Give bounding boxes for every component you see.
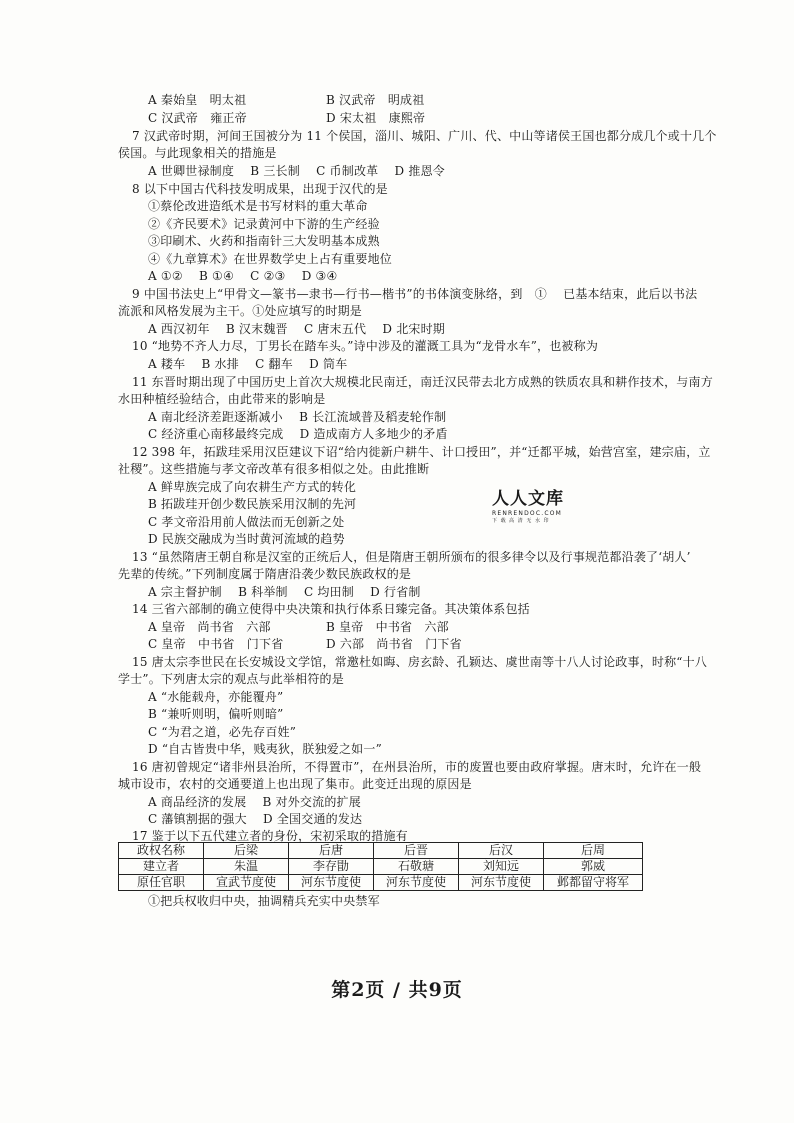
- text-line: 社稷”。这些措施与孝文帝改革有很多相似之处。由此推断: [118, 462, 430, 476]
- page-number-footer: 第2页 / 共9页: [331, 979, 463, 1001]
- text-line: B 皇帝 中书省 六部: [326, 620, 449, 634]
- table-cell: 刘知远: [459, 859, 544, 875]
- text-line: B 拓跋珪开创少数民族采用汉制的先河: [148, 497, 357, 511]
- text-line: A ①② B ①④ C ②③ D ③④: [148, 269, 338, 283]
- measure-item-1: ①把兵权收归中央，抽调精兵充实中央禁军: [148, 894, 380, 908]
- text-line: 16 唐初曾规定“诸非州县治所，不得置市”，在州县治所，市的废置也要由政府掌握。唐末时，允许在一般: [132, 760, 702, 774]
- text-line: B “兼听则明，偏听则暗”: [148, 707, 284, 721]
- table-cell: 宣武节度使: [204, 875, 289, 891]
- text-line: 10 “地势不齐人力尽，丁男长在踏车头。”诗中涉及的灌溉工具为“龙骨水车”，也被称为: [132, 339, 599, 353]
- table-cell: 后晋: [374, 843, 459, 859]
- table-cell: 河东节度使: [374, 875, 459, 891]
- text-line: A 西汉初年 B 汉末魏晋 C 唐末五代 D 北宋时期: [148, 322, 445, 336]
- text-line: C 藩镇割据的强大 D 全国交通的发达: [148, 812, 363, 826]
- text-line: 12 398 年，拓跋珪采用汉臣建议下诏“给内徙新户耕牛、计口授田”，并“迁都平城，始营宫室，建宗庙，立: [132, 445, 711, 459]
- text-line: ②《齐民要术》记录黄河中下游的生产经验: [148, 217, 380, 231]
- watermark-domain: RENRENDOC.COM: [492, 510, 563, 517]
- table-row: [119, 859, 643, 875]
- watermark-tagline: 下 载 高 清 无 水 印: [492, 518, 550, 524]
- text-line: 先辈的传统。”下列制度属于隋唐沿袭少数民族政权的是: [118, 567, 412, 581]
- table-cell: 石敬瑭: [374, 859, 459, 875]
- text-line: A 世卿世禄制度 B 三长制 C 币制改革 D 推恩令: [148, 164, 445, 178]
- table-row: [119, 875, 643, 891]
- watermark-logo: [492, 484, 592, 524]
- text-line: 水田种植经验结合，由此带来的影响是: [118, 392, 326, 406]
- table-cell: 后梁: [204, 843, 289, 859]
- text-line: ④《九章算术》在世界数学史上占有重要地位: [148, 252, 393, 266]
- text-line: 7 汉武帝时期，河间王国被分为 11 个侯国，淄川、城阳、广川、代、中山等诸侯王国也都分成几个或十几个: [132, 129, 717, 143]
- table-cell: 河东节度使: [459, 875, 544, 891]
- table-cell: 河东节度使: [289, 875, 374, 891]
- text-line: D 民族交融成为当时黄河流域的趋势: [148, 532, 345, 546]
- text-line: A 耧车 B 水排 C 翻车 D 筒车: [148, 357, 348, 371]
- text-line: D 六部 尚书省 门下省: [326, 637, 462, 651]
- table-cell: 后唐: [289, 843, 374, 859]
- text-line: C 汉武帝 雍正帝: [148, 111, 247, 125]
- text-line: 17 鉴于以下五代建立者的身份，宋初采取的措施有: [132, 829, 408, 843]
- table-cell: 政权名称: [119, 843, 204, 859]
- table-cell: 后汉: [459, 843, 544, 859]
- table-row: [119, 843, 643, 859]
- text-line: C 皇帝 中书省 门下省: [148, 637, 284, 651]
- text-line: C “为君之道，必先存百姓”: [148, 725, 297, 739]
- text-line: 侯国。与此现象相关的措施是: [118, 146, 277, 160]
- five-dynasties-table: [118, 842, 643, 891]
- text-line: 15 唐太宗李世民在长安城设文学馆，常邀杜如晦、房玄龄、孔颖达、虞世南等十八人讨论政事，时称“十八: [132, 655, 708, 669]
- text-line: D 宋太祖 康熙帝: [326, 111, 426, 125]
- text-line: A 南北经济差距逐渐减小 B 长江流域普及稻麦轮作制: [148, 410, 447, 424]
- text-line: C 孝文帝沿用前人做法而无创新之处: [148, 515, 345, 529]
- text-line: 城市设市，农村的交通要道上也出现了集市。此变迁出现的原因是: [118, 777, 472, 791]
- table-cell: 郭威: [544, 859, 643, 875]
- text-line: ③印刷术、火药和指南针三大发明基本成熟: [148, 234, 380, 248]
- table-cell: 朱温: [204, 859, 289, 875]
- text-line: A 鲜卑族完成了向农耕生产方式的转化: [148, 480, 357, 494]
- text-line: 8 以下中国古代科技发明成果，出现于汉代的是: [132, 182, 388, 196]
- watermark-title: 人人文库: [492, 489, 564, 509]
- table-cell: 建立者: [119, 859, 204, 875]
- table-cell: 后周: [544, 843, 643, 859]
- text-line: 流派和风格发展为主干。①处应填写的时期是: [118, 304, 363, 318]
- table-cell: 原任官职: [119, 875, 204, 891]
- text-line: 学士”。下列唐太宗的观点与此举相符的是: [118, 672, 344, 686]
- text-line: ①蔡伦改进造纸术是书写材料的重大革命: [148, 199, 368, 213]
- text-line: C 经济重心南移最终完成 D 造成南方人多地少的矛盾: [148, 427, 448, 441]
- table-cell: 邺都留守将军: [544, 875, 643, 891]
- text-line: 14 三省六部制的确立使得中央决策和执行体系日臻完备。其决策体系包括: [132, 602, 530, 616]
- text-line: 13 “虽然隋唐王朝自称是汉室的正统后人，但是隋唐王朝所颁布的很多律令以及行事规范都沿袭了‘胡人’: [132, 550, 691, 564]
- text-line: A 宗主督护制 B 科举制 C 均田制 D 行省制: [148, 585, 421, 599]
- text-line: B 汉武帝 明成祖: [326, 93, 425, 107]
- text-line: 11 东晋时期出现了中国历史上首次大规模北民南迁，南迁汉民带去北方成熟的铁质农具和耕作技术，与南方: [132, 375, 713, 389]
- text-line: A 商品经济的发展 B 对外交流的扩展: [148, 795, 361, 809]
- text-line: A 皇帝 尚书省 六部: [148, 620, 271, 634]
- text-line: D “自古皆贵中华，贱夷狄，朕独爱之如一”: [148, 742, 382, 756]
- text-line: A 秦始皇 明太祖: [148, 93, 247, 107]
- text-line: 9 中国书法史上“甲骨文—篆书—隶书—行书—楷书”的书体演变脉络，到 ① 已基本结束，此后以书法: [132, 287, 698, 301]
- table-cell: 李存勖: [289, 859, 374, 875]
- text-line: A “水能载舟，亦能覆舟”: [148, 690, 284, 704]
